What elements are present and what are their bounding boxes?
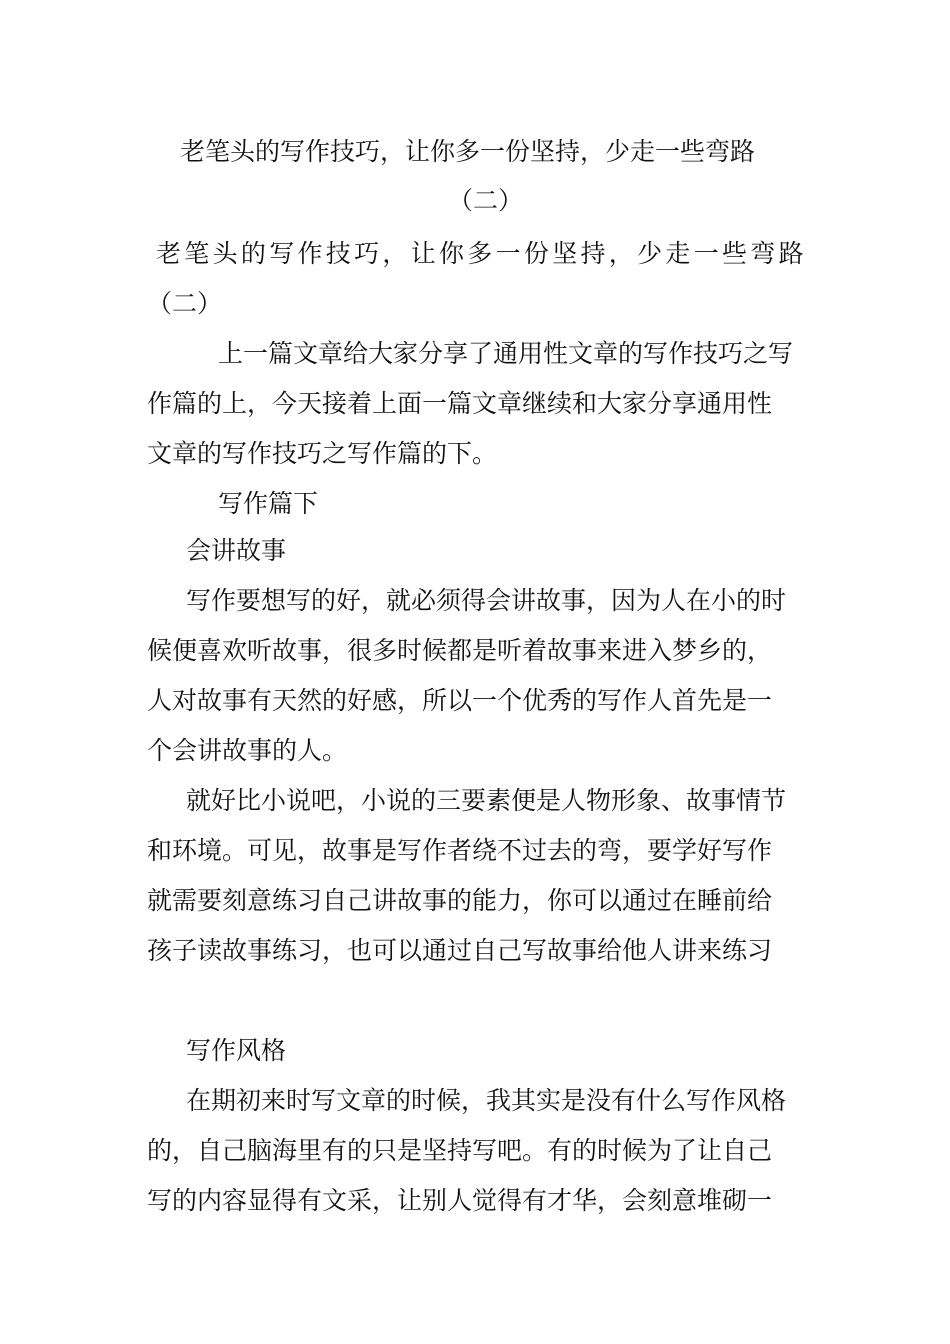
document-title: 老笔头的写作技巧，让你多一份坚持，少走一些弯路: [180, 137, 756, 166]
paragraph-line: 人对故事有天然的好感，所以一个优秀的写作人首先是一: [147, 686, 773, 715]
document-subtitle-suffix: （二）: [147, 289, 223, 318]
intro-line: 文章的写作技巧之写作篇的下。: [147, 439, 498, 468]
paragraph-line: 个会讲故事的人。: [147, 736, 348, 765]
section-heading: 写作篇下: [218, 489, 319, 518]
intro-line: 作篇的上，今天接着上面一篇文章继续和大家分享通用性: [147, 389, 773, 418]
intro-line: 上一篇文章给大家分享了通用性文章的写作技巧之写: [218, 339, 794, 368]
subheading-writing-style: 写作风格: [186, 1036, 287, 1065]
paragraph-line: 在期初来时写文章的时候，我其实是没有什么写作风格: [186, 1086, 787, 1115]
paragraph-line: 的，自己脑海里有的只是坚持写吧。有的时候为了让自己: [147, 1136, 773, 1165]
document-subtitle: 老笔头的写作技巧，让你多一份坚持，少走一些弯路: [156, 239, 807, 268]
paragraph-line: 就需要刻意练习自己讲故事的能力，你可以通过在睡前给: [147, 886, 773, 915]
paragraph-line: 孩子读故事练习，也可以通过自己写故事给他人讲来练习: [147, 936, 773, 965]
paragraph-line: 就好比小说吧，小说的三要素便是人物形象、故事情节: [186, 786, 787, 815]
subheading-storytelling: 会讲故事: [186, 536, 287, 565]
paragraph-line: 候便喜欢听故事，很多时候都是听着故事来进入梦乡的，: [147, 636, 773, 665]
paragraph-line: 写的内容显得有文采，让别人觉得有才华，会刻意堆砌一: [147, 1186, 773, 1215]
paragraph-line: 写作要想写的好，就必须得会讲故事，因为人在小的时: [186, 586, 787, 615]
document-title-suffix: （二）: [448, 186, 524, 215]
paragraph-line: 和环境。可见，故事是写作者绕不过去的弯，要学好写作: [147, 836, 773, 865]
